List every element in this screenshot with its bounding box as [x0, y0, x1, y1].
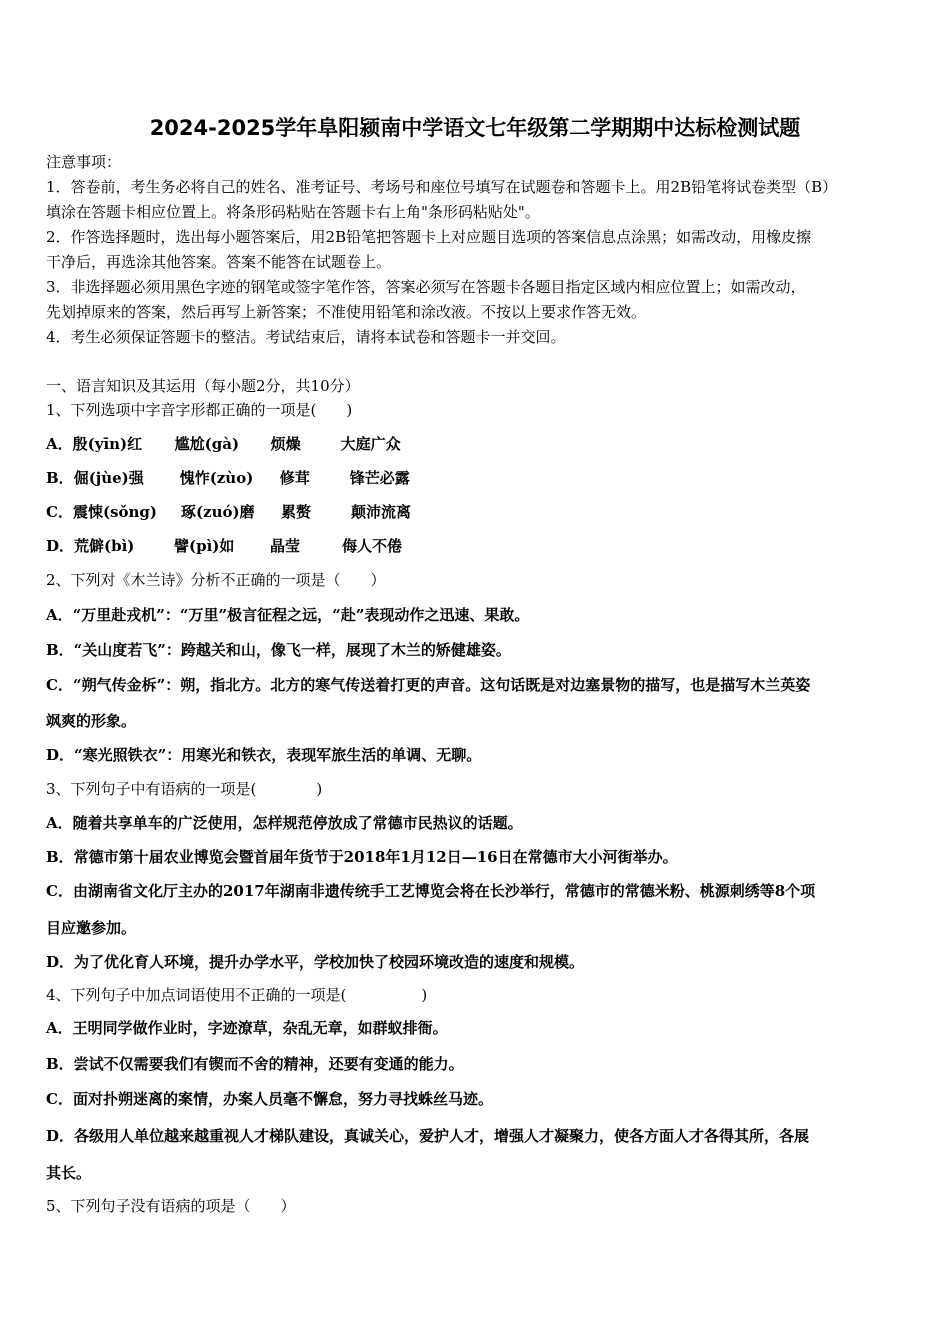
option-item: 锋芒必露 [349, 469, 410, 487]
option-row [46, 468, 410, 488]
notice-line: 4．考生必须保证答题卡的整洁。考试结束后，请将本试卷和答题卡一并交回。 [46, 328, 566, 346]
option-a: A．王明同学做作业时，字迹潦草，杂乱无章，如群蚁排衙。 [46, 1019, 448, 1037]
notice-line: 填涂在答题卡相应位置上。将条形码粘贴在答题卡右上角"条形码粘贴处"。 [46, 203, 540, 221]
option-item: 愧怍(zùo) [179, 469, 254, 487]
option-d: D．为了优化育人环境，提升办学水平，学校加快了校园环境改造的速度和规模。 [46, 953, 585, 971]
option-c: C．面对扑朔迷离的案情，办案人员毫不懈怠，努力寻找蛛丝马迹。 [46, 1090, 493, 1108]
option-a: A．随着共享单车的广泛使用，怎样规范停放成了常德市民热议的话题。 [46, 814, 523, 832]
option-item: 烦燥 [270, 435, 301, 453]
notice-line: 3．非选择题必须用黑色字迹的钢笔或签字笔作答，答案必须写在答题卡各题目指定区域内相应位置上；如需改动， [46, 278, 806, 296]
option-row [46, 502, 411, 522]
option-item: 荒僻(bì) [74, 537, 135, 555]
option-letter: B． [46, 469, 74, 487]
option-item: 譬(pì)如 [174, 537, 235, 555]
option-c: C．“朔气传金柝”：朔，指北方。北方的寒气传送着打更的声音。这句话既是对边塞景物的描写，也是描写木兰英姿 [46, 676, 811, 694]
option-item: 殷(yīn)红 [72, 435, 143, 453]
option-item: 尴尬(gà) [174, 435, 240, 453]
option-item: 倔(jùe)强 [73, 469, 144, 487]
option-letter: D． [46, 537, 75, 555]
option-item: 修茸 [279, 469, 310, 487]
option-a: A．“万里赴戎机”：“万里”极言征程之远，“赴”表现动作之迅速、果敢。 [46, 606, 530, 624]
option-c-continued: 飒爽的形象。 [46, 712, 137, 730]
question-stem: 5、下列句子没有语病的项是（ ） [46, 1197, 296, 1215]
option-d-continued: 其长。 [46, 1164, 92, 1182]
option-item: 累赘 [280, 503, 311, 521]
option-item: 颠沛流离 [350, 503, 411, 521]
option-c-continued: 目应邀参加。 [46, 919, 137, 937]
option-row [46, 434, 401, 454]
notice-line: 先划掉原来的答案，然后再写上新答案；不准使用铅笔和涂改液。不按以上要求作答无效。 [46, 303, 647, 321]
question-stem: 3、下列句子中有语病的一项是( ) [46, 780, 323, 798]
question-stem: 4、下列句子中加点词语使用不正确的一项是( ) [46, 986, 428, 1004]
option-letter: C． [46, 503, 73, 521]
section-heading: 一、语言知识及其运用（每小题2分，共10分） [46, 377, 360, 395]
option-item: 侮人不倦 [342, 537, 403, 555]
option-row [46, 536, 402, 556]
page-title: 2024-2025学年阜阳颍南中学语文七年级第二学期期中达标检测试题 [149, 116, 801, 140]
notice-line: 干净后，再选涂其他答案。答案不能答在试题卷上。 [46, 253, 392, 271]
notice-line: 1．答卷前，考生务必将自己的姓名、准考证号、考场号和座位号填写在试题卷和答题卡上。用2B铅笔将试卷类型（B） [46, 178, 838, 196]
question-stem: 2、下列对《木兰诗》分析不正确的一项是（ ） [46, 571, 386, 589]
notice-heading: 注意事项： [46, 153, 122, 171]
option-d: D．各级用人单位越来越重视人才梯队建设，真诚关心，爱护人才，增强人才凝聚力，使各方面人才各得其所，各展 [46, 1127, 810, 1145]
option-b: B．常德市第十届农业博览会暨首届年货节于2018年1月12日—16日在常德市大小河街举办。 [46, 848, 678, 866]
option-letter: A． [46, 435, 73, 453]
option-d: D．“寒光照铁衣”：用寒光和铁衣，表现军旅生活的单调、无聊。 [46, 746, 482, 764]
notice-line: 2．作答选择题时，选出每小题答案后，用2B铅笔把答题卡上对应题目选项的答案信息点涂黑；如需改动，用橡皮擦 [46, 228, 812, 246]
option-c: C．由湖南省文化厅主办的2017年湖南非遗传统手工艺博览会将在长沙举行，常德市的常德米粉、桃源刺绣等8个项 [46, 882, 816, 900]
option-b: B．“关山度若飞”：跨越关和山，像飞一样，展现了木兰的矫健雄姿。 [46, 641, 511, 659]
option-item: 大庭广众 [340, 435, 401, 453]
question-stem: 1、下列选项中字音字形都正确的一项是( ) [46, 401, 353, 419]
option-item: 震悚(sǒng) [72, 503, 157, 521]
option-b: B．尝试不仅需要我们有锲而不舍的精神，还要有变通的能力。 [46, 1055, 464, 1073]
option-item: 琢(zuó)磨 [180, 503, 255, 521]
option-item: 晶莹 [270, 537, 301, 555]
